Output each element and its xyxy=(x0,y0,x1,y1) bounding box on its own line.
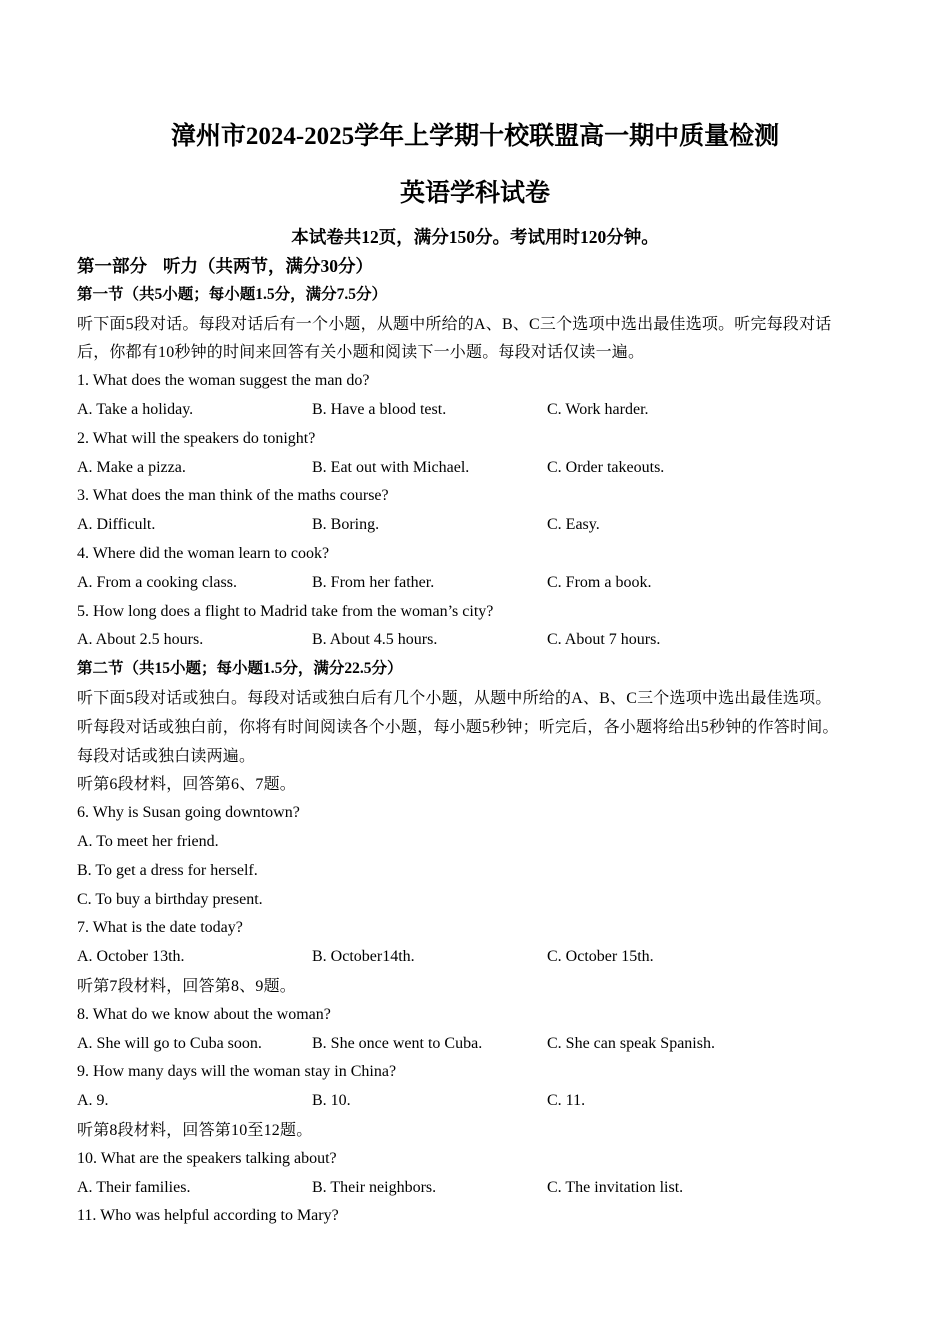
section2-instruction-line: 听下面5段对话或独白。每段对话或独白后有几个小题，从题中所给的A、B、C三个选项中选出最佳选项。 xyxy=(77,689,832,707)
question-stem: 2. What will the speakers do tonight? xyxy=(77,429,316,447)
section2-heading: 第二节（共15小题；每小题1.5分，满分22.5分） xyxy=(77,660,403,678)
option-a: A. Their families. xyxy=(77,1178,191,1196)
section1-instruction-line: 听下面5段对话。每段对话后有一个小题，从题中所给的A、B、C三个选项中选出最佳选项。听完每段对话 xyxy=(77,315,832,333)
option-a: A. She will go to Cuba soon. xyxy=(77,1034,262,1052)
question-options xyxy=(77,1174,897,1203)
question-options xyxy=(77,943,897,972)
option-b: B. Their neighbors. xyxy=(312,1178,437,1196)
question-options xyxy=(77,511,897,540)
exam-subtitle: 英语学科试卷 xyxy=(399,180,550,207)
option-b: B. She once went to Cuba. xyxy=(312,1034,483,1052)
option-b: B. October14th. xyxy=(312,948,415,966)
option-c: C. From a book. xyxy=(547,573,652,591)
option-a: A. Make a pizza. xyxy=(77,458,186,476)
option-a: A. Take a holiday. xyxy=(77,400,194,418)
question-stem: 8. What do we know about the woman? xyxy=(77,1005,331,1023)
part-title: 听力（共两节，满分30分） xyxy=(163,256,373,276)
question-options xyxy=(77,1030,897,1059)
question-stem: 1. What does the woman suggest the man do? xyxy=(77,372,370,390)
part-number: 第一部分 xyxy=(77,256,147,276)
option-c: C. Order takeouts. xyxy=(547,458,665,476)
exam-note: 本试卷共12页，满分150分。考试用时120分钟。 xyxy=(291,227,659,247)
option-a: A. October 13th. xyxy=(77,948,185,966)
option-c: C. October 15th. xyxy=(547,948,654,966)
exam-title: 漳州市2024-2025学年上学期十校联盟高一期中质量检测 xyxy=(170,123,780,150)
material-note: 听第7段材料，回答第8、9题。 xyxy=(77,977,297,995)
question-stem: 6. Why is Susan going downtown? xyxy=(77,804,300,822)
question-stem: 10. What are the speakers talking about? xyxy=(77,1149,337,1167)
option-a: A. Difficult. xyxy=(77,516,156,534)
question-options xyxy=(77,626,897,655)
section1-instruction-line: 后，你都有10秒钟的时间来回答有关小题和阅读下一小题。每段对话仅读一遍。 xyxy=(77,344,645,362)
option-c: C. She can speak Spanish. xyxy=(547,1034,715,1052)
part-heading xyxy=(77,252,897,281)
option-b: B. About 4.5 hours. xyxy=(312,631,438,649)
question-options xyxy=(77,454,897,483)
option-c: C. Work harder. xyxy=(547,400,649,418)
material-note: 听第6段材料，回答第6、7题。 xyxy=(77,776,297,794)
question-stem: 5. How long does a flight to Madrid take from the woman’s city? xyxy=(77,602,494,620)
option-b: B. Boring. xyxy=(312,516,380,534)
option-c: C. To buy a birthday present. xyxy=(77,890,263,908)
option-a: A. About 2.5 hours. xyxy=(77,631,204,649)
option-a: A. To meet her friend. xyxy=(77,832,219,850)
option-b: B. From her father. xyxy=(312,573,435,591)
section2-instruction-line: 每段对话或独白读两遍。 xyxy=(77,747,256,765)
material-note: 听第8段材料，回答第10至12题。 xyxy=(77,1121,313,1139)
option-b: B. 10. xyxy=(312,1092,351,1110)
question-stem: 7. What is the date today? xyxy=(77,919,243,937)
question-stem: 9. How many days will the woman stay in China? xyxy=(77,1063,397,1081)
question-stem: 3. What does the man think of the maths course? xyxy=(77,487,389,505)
option-b: B. Eat out with Michael. xyxy=(312,458,470,476)
option-c: C. Easy. xyxy=(547,516,600,534)
question-options xyxy=(77,396,897,425)
section2-instruction-line: 听每段对话或独白前，你将有时间阅读各个小题，每小题5秒钟；听完后，各小题将给出5秒钟的作答时间。 xyxy=(77,718,839,736)
option-b: B. To get a dress for herself. xyxy=(77,861,258,879)
option-a: A. From a cooking class. xyxy=(77,573,237,591)
option-b: B. Have a blood test. xyxy=(312,400,447,418)
option-c: C. About 7 hours. xyxy=(547,631,661,649)
option-c: C. The invitation list. xyxy=(547,1178,684,1196)
question-options xyxy=(77,1087,897,1116)
option-a: A. 9. xyxy=(77,1092,109,1110)
section1-heading: 第一节（共5小题；每小题1.5分，满分7.5分） xyxy=(77,285,388,303)
question-options xyxy=(77,569,897,598)
question-stem: 11. Who was helpful according to Mary? xyxy=(77,1207,339,1225)
option-c: C. 11. xyxy=(547,1092,586,1110)
question-stem: 4. Where did the woman learn to cook? xyxy=(77,544,330,562)
exam-body xyxy=(77,252,897,1231)
